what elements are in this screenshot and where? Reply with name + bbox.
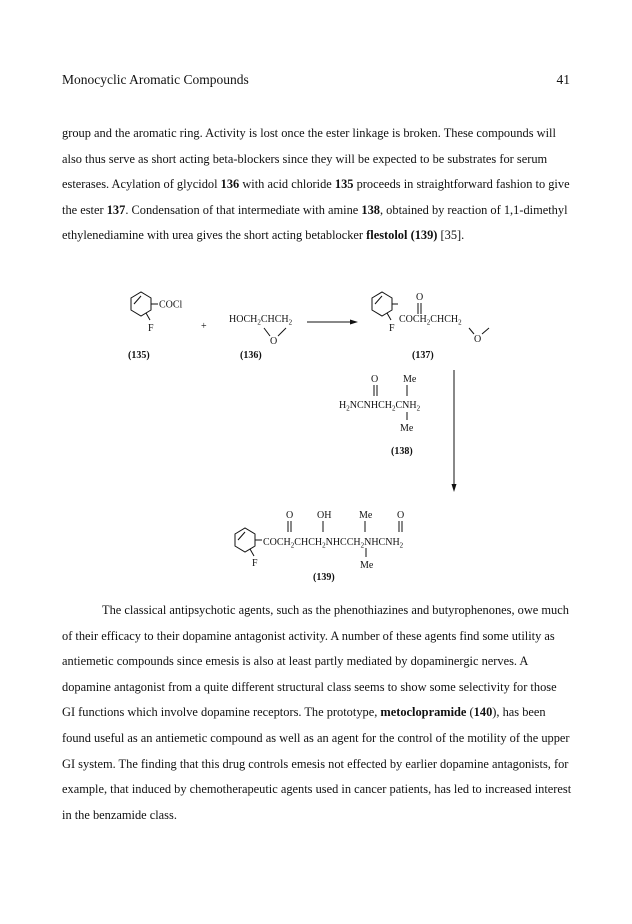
compound-ref: 138 (361, 202, 380, 217)
carbonyl-oxygen: O (286, 510, 294, 521)
benzene-ring-139 (235, 528, 255, 552)
drug-name: flestolol (366, 228, 408, 243)
epoxide-oxygen: O (474, 334, 482, 345)
epoxide-oxygen: O (270, 336, 278, 347)
compound-label-139: (139) (313, 572, 335, 583)
benzene-ring-135 (131, 292, 151, 316)
compound-ref: 136 (220, 177, 240, 192)
page-number: 41 (556, 72, 570, 87)
paragraph-2 (62, 598, 572, 828)
compound-label-138: (138) (391, 446, 413, 457)
glycidol-formula: $HOCH_2CHCH_2$ (229, 314, 293, 327)
acyl-chloride-group: COCl (159, 299, 183, 311)
compound-label-136: (136) (240, 350, 262, 361)
drug-name: metoclopramide (380, 705, 467, 720)
fluoro-substituent: F (389, 323, 395, 334)
running-header (62, 72, 570, 88)
carbonyl-oxygen: O (397, 510, 405, 521)
header-title: Monocyclic Aromatic Compounds (62, 72, 249, 87)
flestolol-formula: $COCH_2CHCH_2NHCCH_2NHCNH_2$ (263, 537, 404, 550)
fluoro-substituent: F (252, 558, 258, 569)
compound-ref: (139) (410, 228, 438, 243)
methyl-bottom: Me (400, 423, 414, 434)
urea-amine-formula: $H_2NCNHCH_2CNH_2$ (339, 400, 421, 413)
text-run: , obtained by reaction of 1,1-dimethyl ethylenediamine with urea gives the short acting betablocker (62, 202, 568, 243)
compound-label-135: (135) (128, 350, 150, 361)
paragraph-1 (62, 121, 572, 249)
hydroxyl-group: OH (317, 510, 332, 521)
compound-label-137: (137) (412, 350, 434, 361)
benzene-ring-137 (372, 292, 392, 316)
compound-ref: 140 (473, 705, 493, 720)
arrowhead (350, 320, 358, 325)
carbonyl-oxygen: O (371, 374, 379, 385)
ester-formula-137: $COCH_2CHCH_2$ (399, 314, 462, 327)
text-run: proceeds in straightforward fashion to give the ester (62, 177, 570, 217)
methyl-top: Me (403, 374, 417, 385)
plus-sign: + (201, 321, 207, 332)
text-run: [35]. (437, 228, 465, 243)
compound-ref: 135 (334, 177, 354, 192)
fluoro-substituent: F (148, 323, 154, 334)
text-run: . Condensation of that intermediate with amine (125, 202, 362, 217)
methyl-bottom: Me (360, 560, 374, 571)
text-run: with acid chloride (239, 177, 335, 192)
text-run: group and the aromatic ring. Activity is lost once the ester linkage is broken. These compounds will also thus serve as short acting beta-blockers since they will be expected to be substrates for serum esterases. Acylation of glycidol (62, 126, 556, 192)
text-run: ), has been found useful as an antiemetic compound as well as an agent for the control of the motility of the upper GI system. The finding that this drug controls emesis not effected by earlier dopamine antagonists, for example, that induced by chemotherapeutic agents used in cancer patients, has led to increased interest in the benzamide class. (62, 705, 572, 822)
carbonyl-oxygen: O (416, 292, 424, 303)
text-run: ( (466, 705, 474, 720)
methyl-top: Me (359, 510, 373, 521)
compound-ref: 137 (106, 202, 126, 217)
text-run: The classical antipsychotic agents, such as the phenothiazines and butyrophenones, owe much of their efficacy to their dopamine antagonist activity. A number of these agents find some utility as antiemetic compounds since emesis is also at least partly mediated by dopaminergic nerves. A dopamine antagonist from a quite different structural class seems to show some selectivity for those GI functions which involve dopamine receptors. The prototype, (62, 603, 569, 720)
arrowhead (452, 484, 457, 492)
